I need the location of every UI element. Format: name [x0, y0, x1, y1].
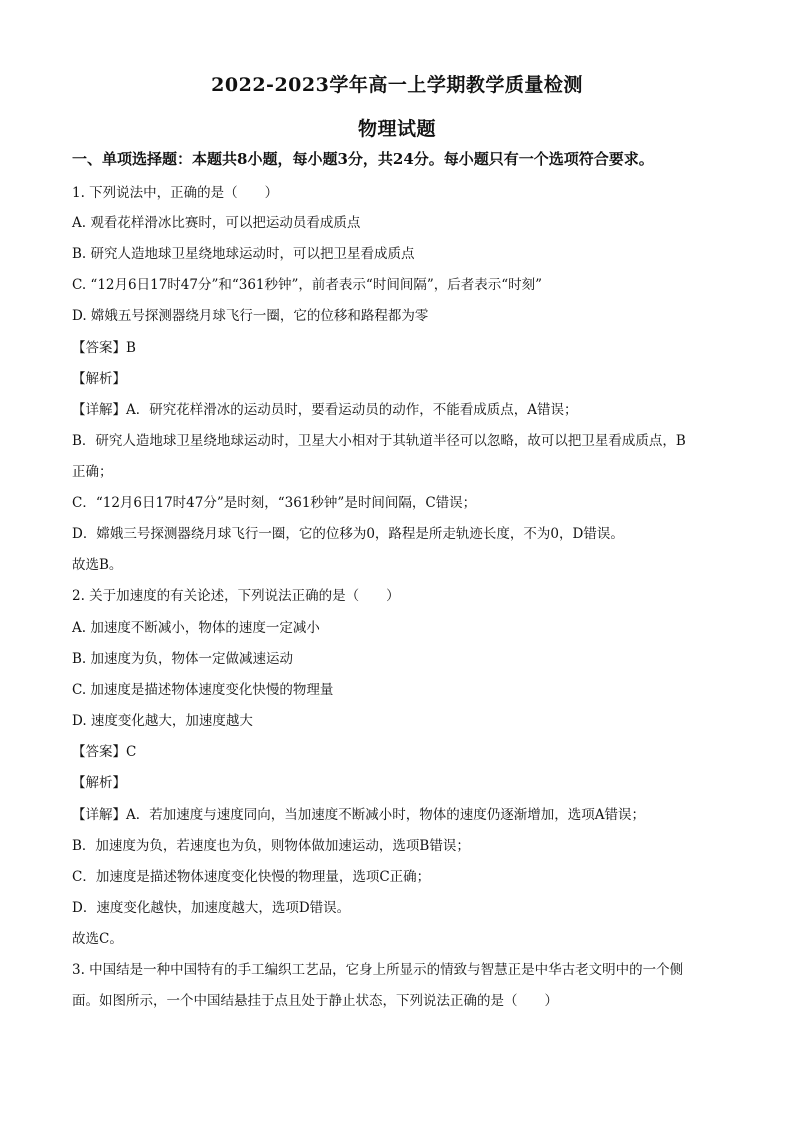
question-1-stem: 1. 下列说法中，正确的是（ ） [72, 185, 279, 201]
question-2-option-c: C. 加速度是描述物体速度变化快慢的物理量 [72, 682, 334, 698]
question-1-option-a: A. 观看花样滑冰比赛时，可以把运动员看成质点 [72, 215, 361, 231]
question-1-detail-d: D．嫦娥三号探测器绕月球飞行一圈，它的位移为0，路程是所走轨迹长度，不为0，D错误。 [72, 526, 624, 542]
question-2-detail-b: B．加速度为负，若速度也为负，则物体做加速运动，选项B错误； [72, 838, 470, 854]
question-1-option-b: B. 研究人造地球卫星绕地球运动时，可以把卫星看成质点 [72, 246, 415, 262]
section-heading: 一、单项选择题：本题共8小题，每小题3分，共24分。每小题只有一个选项符合要求。 [72, 150, 654, 168]
question-3-stem-cont: 面。如图所示，一个中国结悬挂于点且处于静止状态，下列说法正确的是（ ） [72, 993, 558, 1009]
question-3-stem: 3. 中国结是一种中国特有的手工编织工艺品，它身上所显示的情致与智慧正是中华古老文明中的一个侧 [72, 962, 684, 978]
question-2-stem: 2. 关于加速度的有关论述，下列说法正确的是（ ） [72, 588, 400, 604]
question-2-detail-d: D．速度变化越快，加速度越大，选项D错误。 [72, 900, 351, 916]
document-subtitle: 物理试题 [357, 118, 436, 140]
question-1-option-d: D. 嫦娥五号探测器绕月球飞行一圈，它的位移和路程都为零 [72, 308, 429, 324]
question-1-answer: 【答案】B [72, 340, 136, 356]
question-1-option-c: C. “12月6日17时47分”和“361秒钟”，前者表示“时间间隔”，后者表示“时刻” [72, 277, 543, 293]
question-2-option-d: D. 速度变化越大，加速度越大 [72, 713, 253, 729]
question-1-analysis-label: 【解析】 [72, 371, 126, 387]
question-1-detail-b-cont: 正确； [72, 464, 113, 480]
question-2-detail-a: 【详解】A．若加速度与速度同向，当加速度不断减小时，物体的速度仍逐渐增加，选项A错误； [72, 807, 645, 823]
question-2-option-a: A. 加速度不断减小，物体的速度一定减小 [72, 620, 320, 636]
question-2-conclusion: 故选C。 [72, 931, 123, 947]
document-title: 2022-2023学年高一上学期教学质量检测 [211, 74, 583, 96]
question-2-answer: 【答案】C [72, 744, 137, 760]
question-1-detail-a: 【详解】A．研究花样滑冰的运动员时，要看运动员的动作，不能看成质点，A错误； [72, 402, 578, 418]
question-2-option-b: B. 加速度为负，物体一定做减速运动 [72, 651, 294, 667]
question-1-detail-c: C．“12月6日17时47分”是时刻，“361秒钟”是时间间隔，C错误； [72, 495, 477, 511]
question-1-conclusion: 故选B。 [72, 557, 123, 573]
question-1-detail-b: B．研究人造地球卫星绕地球运动时，卫星大小相对于其轨道半径可以忽略，故可以把卫星看成质点，B [72, 433, 686, 449]
question-2-detail-c: C．加速度是描述物体速度变化快慢的物理量，选项C正确； [72, 869, 431, 885]
question-2-analysis-label: 【解析】 [72, 775, 126, 791]
